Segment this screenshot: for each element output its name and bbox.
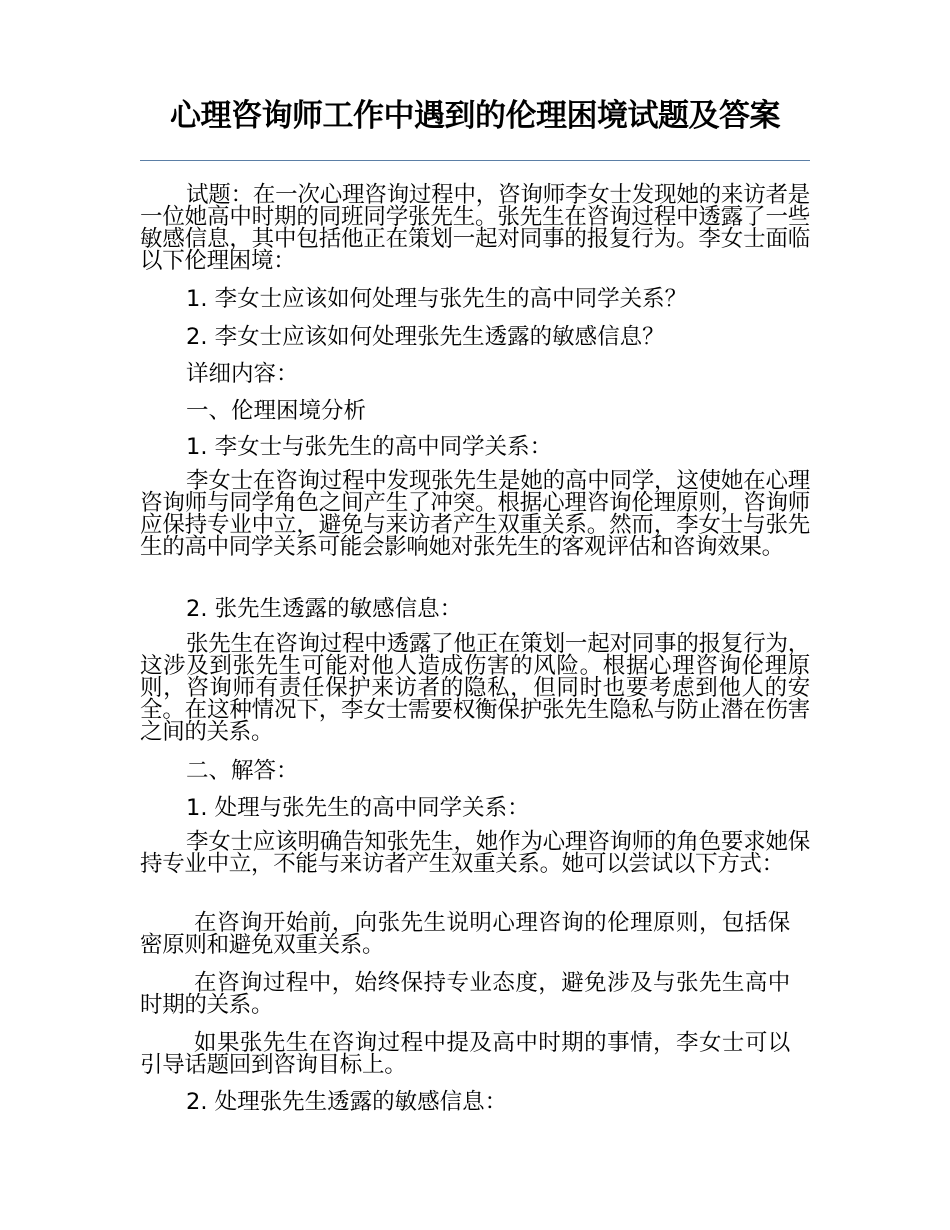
document-title: 心理咨询师工作中遇到的伦理困境试题及答案 bbox=[170, 98, 780, 134]
answer-1-item-3: 如果张先生在咨询过程中提及高中时期的事情，李女士可以引导话题回到咨询目标上。 bbox=[140, 1030, 790, 1078]
section-1-heading: 一、伦理困境分析 bbox=[186, 398, 367, 424]
title-underline bbox=[140, 160, 810, 161]
analysis-2-body: 张先生在咨询过程中透露了他正在策划一起对同事的报复行为，这涉及到张先生可能对他人造成伤害的风险。根据心理咨询伦理原则，咨询师有责任保护来访者的隐私，但同时也要考虑到他人的安全。在这种情况下，李女士需要权衡保护张先生隐私与防止潜在伤害之间的关系。 bbox=[140, 631, 810, 745]
answer-1-item-1: 在咨询开始前，向张先生说明心理咨询的伦理原则，包括保密原则和避免双重关系。 bbox=[140, 910, 790, 958]
answer-1-item-2: 在咨询过程中，始终保持专业态度，避免涉及与张先生高中时期的关系。 bbox=[140, 970, 790, 1018]
answer-1-heading: 1. 处理与张先生的高中同学关系： bbox=[186, 795, 530, 821]
analysis-2-heading: 2. 张先生透露的敏感信息： bbox=[186, 596, 463, 622]
answer-1-body: 李女士应该明确告知张先生，她作为心理咨询师的角色要求她保持专业中立，不能与来访者产生双重关系。她可以尝试以下方式： bbox=[140, 829, 810, 877]
details-label: 详细内容： bbox=[186, 361, 299, 387]
question-2: 2. 李女士应该如何处理张先生透露的敏感信息？ bbox=[186, 324, 665, 350]
analysis-1-heading: 1. 李女士与张先生的高中同学关系： bbox=[186, 434, 553, 460]
answer-2-heading: 2. 处理张先生透露的敏感信息： bbox=[186, 1089, 508, 1115]
analysis-1-body: 李女士在咨询过程中发现张先生是她的高中同学，这使她在心理咨询师与同学角色之间产生了冲突。根据心理咨询伦理原则，咨询师应保持专业中立，避免与来访者产生双重关系。然而，李女士与张先生的高中同学关系可能会影响她对张先生的客观评估和咨询效果。 bbox=[140, 468, 810, 560]
intro-paragraph: 试题：在一次心理咨询过程中，咨询师李女士发现她的来访者是一位她高中时期的同班同学张先生。张先生在咨询过程中透露了一些敏感信息，其中包括他正在策划一起对同事的报复行为。李女士面临以下伦理困境： bbox=[140, 182, 810, 274]
question-1: 1. 李女士应该如何处理与张先生的高中同学关系？ bbox=[186, 286, 688, 312]
section-2-heading: 二、解答： bbox=[186, 758, 299, 784]
